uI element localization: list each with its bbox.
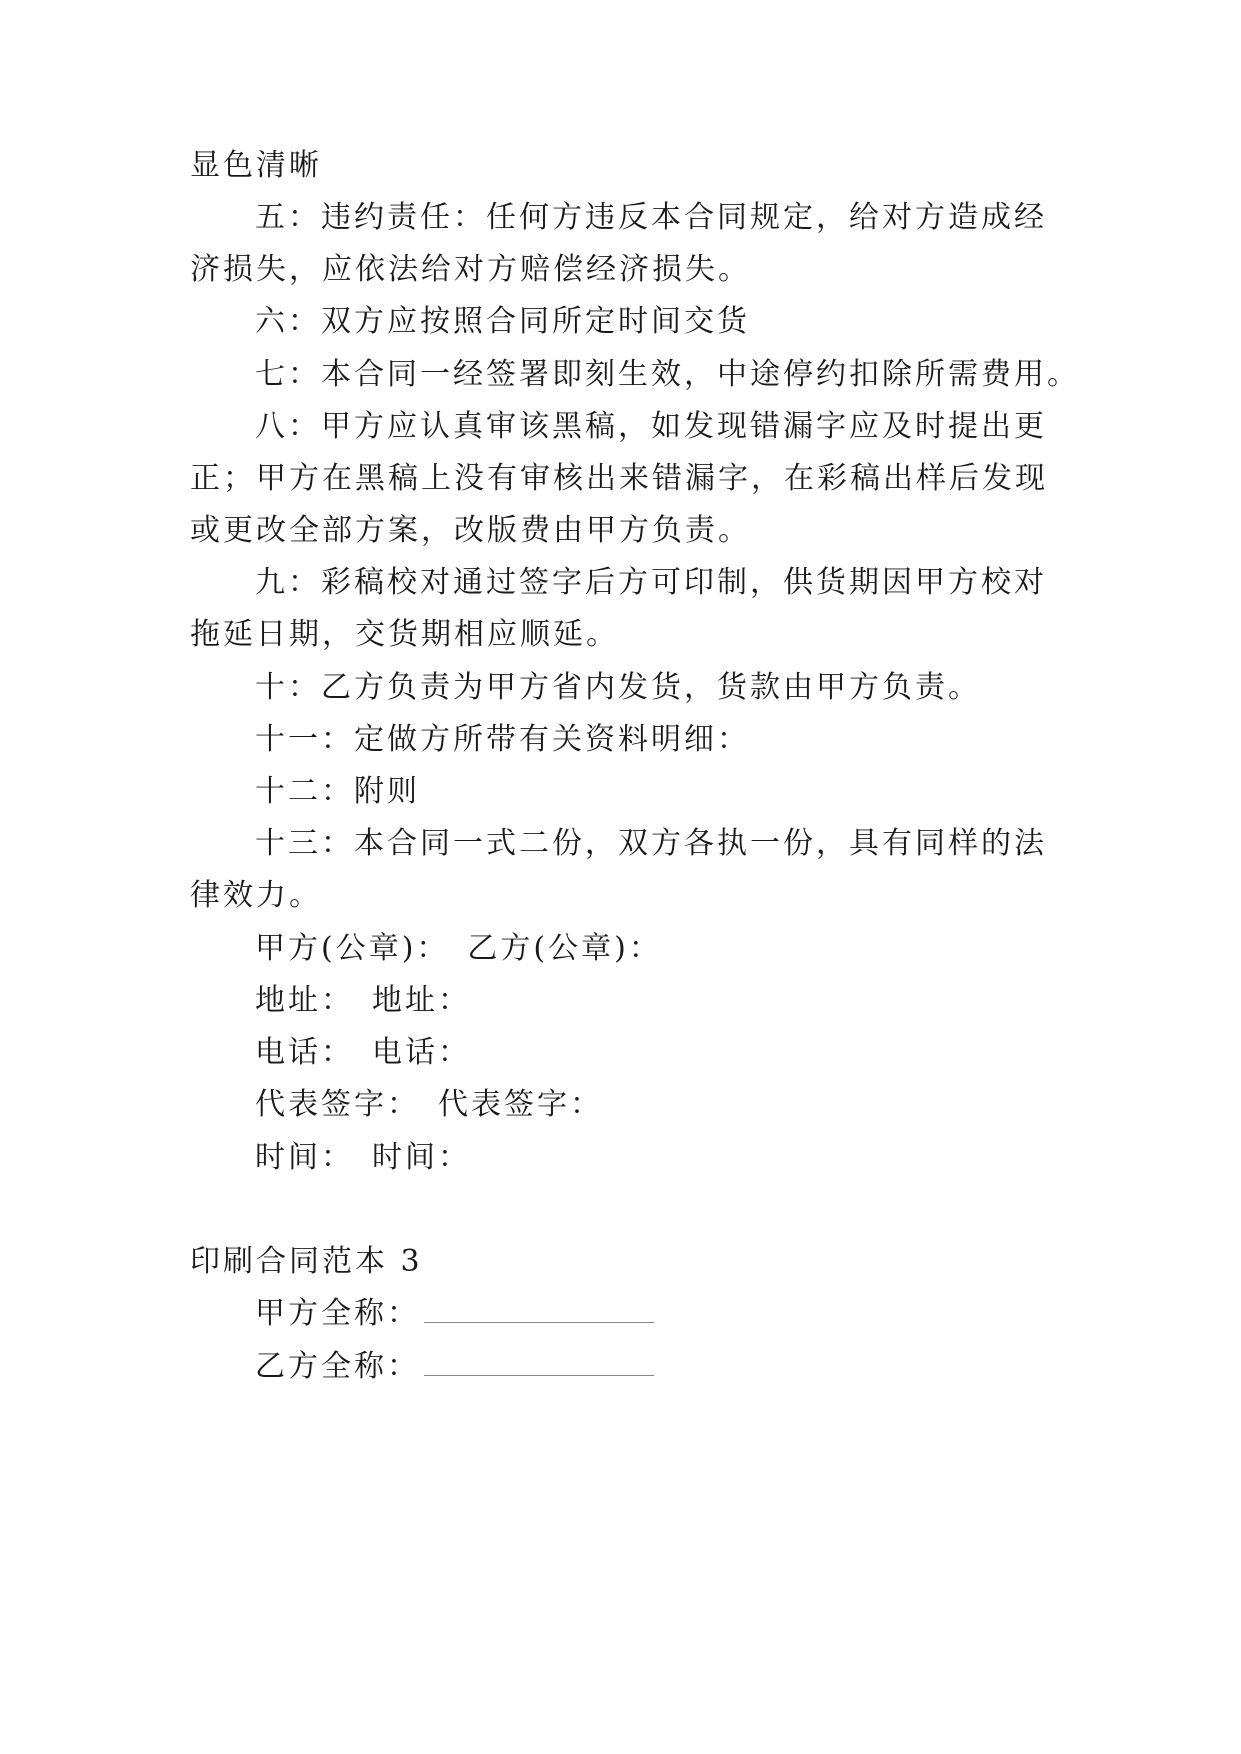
- party-a-blank: [424, 1296, 654, 1323]
- signature-line: 代表签字： 代表签字：: [255, 1087, 603, 1122]
- text-line: 济损失，应依法给对方赔偿经济损失。: [190, 252, 751, 287]
- clause-5: 五：违约责任：任何方违反本合同规定，给对方造成经: [255, 200, 1047, 235]
- clause-8: 八：甲方应认真审该黑稿，如发现错漏字应及时提出更: [255, 409, 1047, 444]
- seal-line: 甲方(公章)： 乙方(公章)：: [255, 931, 662, 966]
- clause-13: 十三：本合同一式二份，双方各执一份，具有同样的法: [255, 826, 1047, 861]
- section-title: 印刷合同范本 3: [190, 1244, 423, 1279]
- text-line: 显色清晰: [190, 148, 322, 183]
- clause-10: 十：乙方负责为甲方省内发货，货款由甲方负责。: [255, 670, 981, 705]
- party-a-row: [255, 1294, 654, 1334]
- clause-12: 十二：附则: [255, 774, 420, 809]
- party-b-blank: [424, 1349, 654, 1376]
- clause-11: 十一：定做方所带有关资料明细：: [255, 722, 750, 757]
- phone-line: 电话： 电话：: [255, 1035, 471, 1070]
- text-line: 拖延日期，交货期相应顺延。: [190, 617, 619, 652]
- text-line: 正；甲方在黑稿上没有审核出来错漏字，在彩稿出样后发现: [190, 461, 1048, 496]
- time-line: 时间： 时间：: [255, 1140, 471, 1175]
- party-a-label: 甲方全称：: [255, 1296, 420, 1331]
- clause-9: 九：彩稿校对通过签字后方可印制，供货期因甲方校对: [255, 565, 1047, 600]
- party-b-row: [255, 1347, 654, 1387]
- text-line: 或更改全部方案，改版费由甲方负责。: [190, 513, 751, 548]
- address-line: 地址： 地址：: [255, 983, 471, 1018]
- clause-6: 六：双方应按照合同所定时间交货: [255, 304, 750, 339]
- party-b-label: 乙方全称：: [255, 1349, 420, 1384]
- text-line: 律效力。: [190, 878, 322, 913]
- clause-7: 七：本合同一经签署即刻生效，中途停约扣除所需费用。: [255, 357, 1080, 392]
